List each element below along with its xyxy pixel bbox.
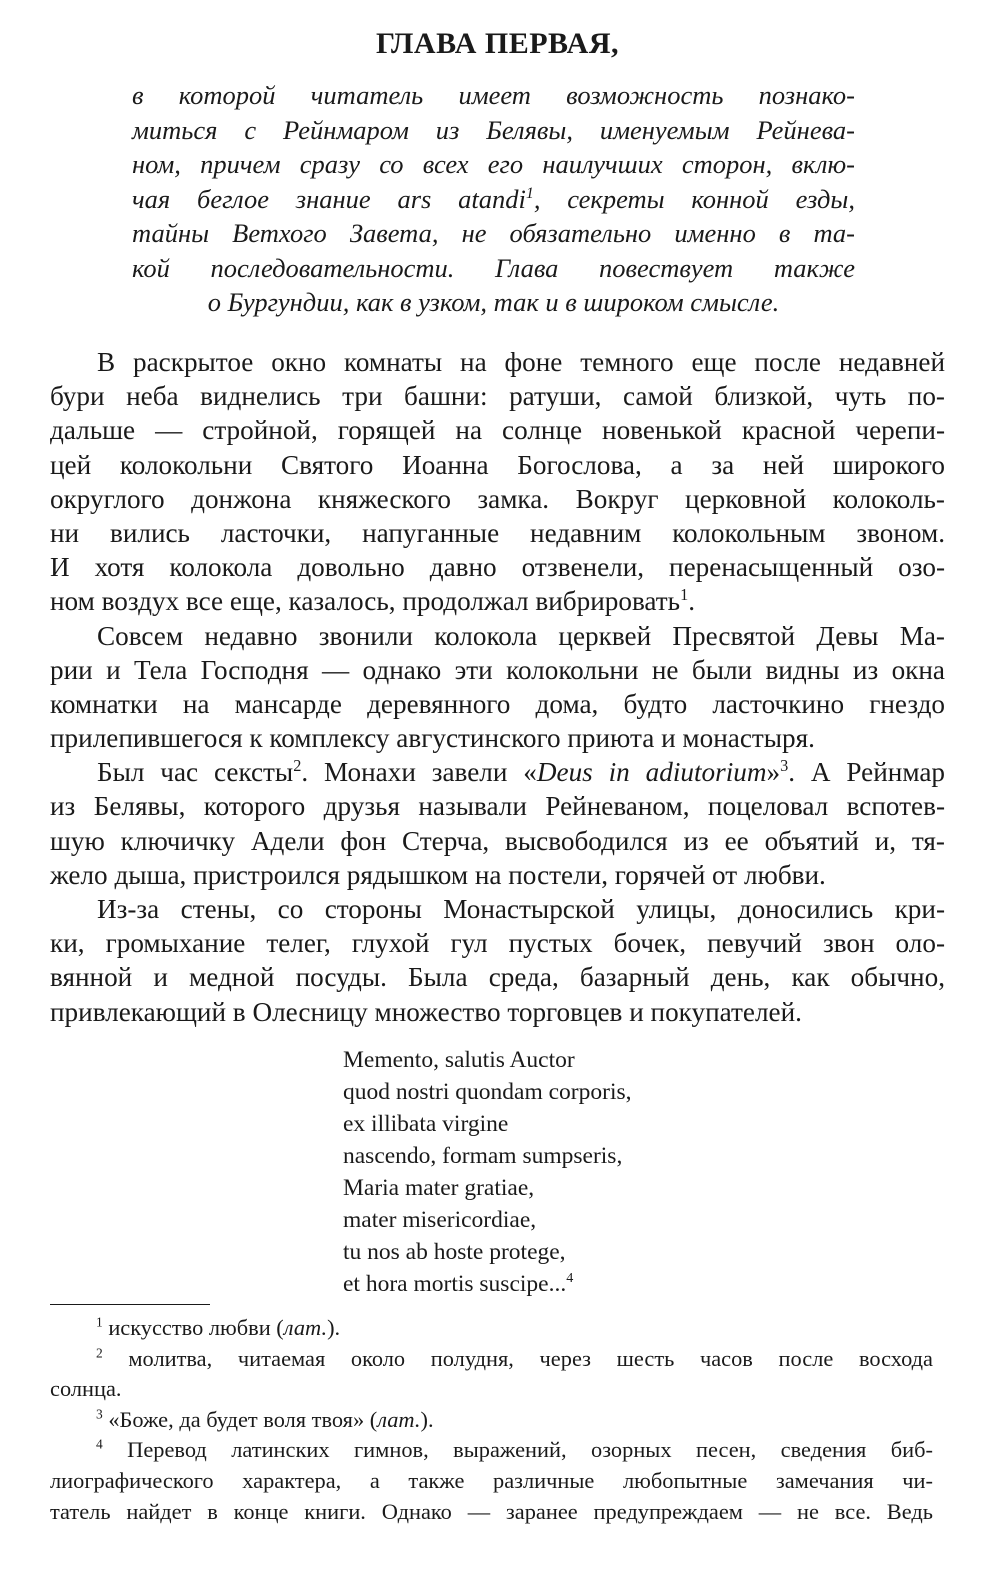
footnote-ref: 1 [680,585,689,605]
summary-line: тайны Ветхого Завета, не обязательно именно в та- [132,218,855,248]
chapter-summary [132,78,855,320]
footnotes [50,1313,933,1527]
footnote-number: 1 [96,1314,103,1330]
hymn-line: mater misericordiae, [343,1207,537,1233]
hymn-line [343,1268,632,1300]
footnote-4-cont: татель найдет в конце книги. Однако — заранее предупреждаем — не все. Ведь [50,1498,933,1524]
footnote-divider [50,1304,210,1305]
text-line [50,755,945,789]
text-line: шую ключичку Адели фон Стерча, высвободился из ее объятий и, тя- [50,825,945,856]
text-fragment: . [688,586,696,617]
text-line: дальше — стройной, горящей на солнце новенькой красной черепи- [50,415,945,446]
summary-line: миться с Рейнмаром из Белявы, именуемым Рейнева- [132,114,855,145]
text-fragment: ном воздух все еще, казалось, продолжал вибрировать [50,586,681,617]
footnote-text: ). [327,1315,341,1340]
hymn-line: tu nos ab hoste protege, [343,1239,566,1265]
text-line: Совсем недавно звонили колокола церквей Пресвятой Девы Ма- [97,620,945,651]
text-line: привлекающий в Олесницу множество торговцев и покупателей. [50,996,802,1027]
footnote-abbr: лат. [377,1406,421,1432]
body-text [50,345,945,1029]
text-line: округлого донжона княжеского замка. Вокруг церковной колоколь- [50,483,945,514]
text-line: рии и Тела Господня — однако эти колокольни не были видны из окна [50,654,945,685]
latin-phrase: Deus in adiutorium [536,757,767,788]
summary-line: о Бургундии, как в узком, так и в широком смысле. [207,287,780,317]
summary-line [132,182,855,217]
hymn-text: et hora mortis suscipe... [343,1271,567,1297]
text-line: вянной и медной посуды. Была среда, базарный день, как обычно, [50,962,945,993]
summary-line: в которой читатель имеет возможность познако- [132,80,855,110]
hymn-line: Maria mater gratiae, [343,1175,535,1201]
text-line: Из-за стены, со стороны Монастырской улицы, доносились кри- [97,894,945,924]
footnote-text: ). [420,1406,434,1432]
text-fragment: . Монахи завели « [301,757,537,788]
footnote-ref: 3 [780,756,789,776]
footnote-text: «Боже, да будет воля твоя» ( [102,1406,378,1432]
footnote-4 [50,1435,933,1466]
footnote-ref: 4 [566,1270,574,1287]
summary-text: , секреты конной езды, [533,183,855,214]
hymn-line: ex illibata virgine [343,1111,509,1137]
footnote-1 [50,1313,933,1344]
text-fragment: Был час сексты [97,757,294,788]
text-line: И хотя колокола довольно давно отзвенели, перенасыщенный озо- [50,552,945,583]
text-line: из Белявы, которого друзья называли Рейневаном, поцеловал вспотев- [50,791,945,822]
summary-line: ном, причем сразу со всех его наилучших сторон, вклю- [132,149,855,179]
text-line: В раскрытое окно комнаты на фоне темного еще после недавней [97,347,945,377]
text-line: комнатки на мансарде деревянного дома, будто ласточкино гнездо [50,688,945,719]
text-fragment: » [766,757,781,788]
footnote-number: 2 [96,1345,103,1361]
hymn-line: nascendo, formam sumpseris, [343,1143,623,1169]
footnote-number: 4 [96,1436,103,1452]
text-fragment: . А Рейнмар [788,757,946,788]
hymn-line: quod nostri quondam corporis, [343,1079,632,1105]
footnote-text: молитва, читаемая около полудня, через шесть часов после восхода [102,1345,933,1371]
text-line: жело дыша, пристроился рядышком на постели, горячей от любви. [50,859,826,890]
footnote-ref: 2 [293,756,302,776]
book-page [50,0,945,1576]
text-line: бури неба виднелись три башни: ратуши, самой близкой, чуть по- [50,381,945,412]
summary-text: чая беглое знание ars atandi [132,183,526,214]
footnote-text: искусство любви ( [102,1315,284,1340]
hymn-line: Memento, salutis Auctor [343,1047,575,1073]
summary-line: кой последовательности. Глава повествует также [132,252,855,283]
chapter-title: ГЛАВА ПЕРВАЯ, [376,27,619,60]
footnote-text: Перевод латинских гимнов, выражений, озорных песен, сведения биб- [102,1437,933,1463]
footnote-3 [50,1405,933,1436]
footnote-4-cont: лиографического характера, а также различные любопытные замечания чи- [50,1467,933,1493]
text-line [50,584,945,618]
footnote-ref: 1 [525,184,534,202]
text-line: цей колокольни Святого Иоанна Богослова, а за ней широкого [50,449,945,480]
text-line: прилепившегося к комплексу августинского приюта и монастыря. [50,723,815,754]
footnote-2-cont: солнца. [50,1376,122,1402]
footnote-number: 3 [96,1406,103,1422]
footnote-abbr: лат. [283,1315,328,1340]
latin-hymn [343,1044,632,1300]
text-line: ни вились ласточки, напуганные недавним колокольным звоном. [50,517,945,548]
footnote-2 [50,1344,933,1375]
text-line: ки, громыхание телег, глухой гул пустых бочек, певучий звон оло- [50,928,945,959]
